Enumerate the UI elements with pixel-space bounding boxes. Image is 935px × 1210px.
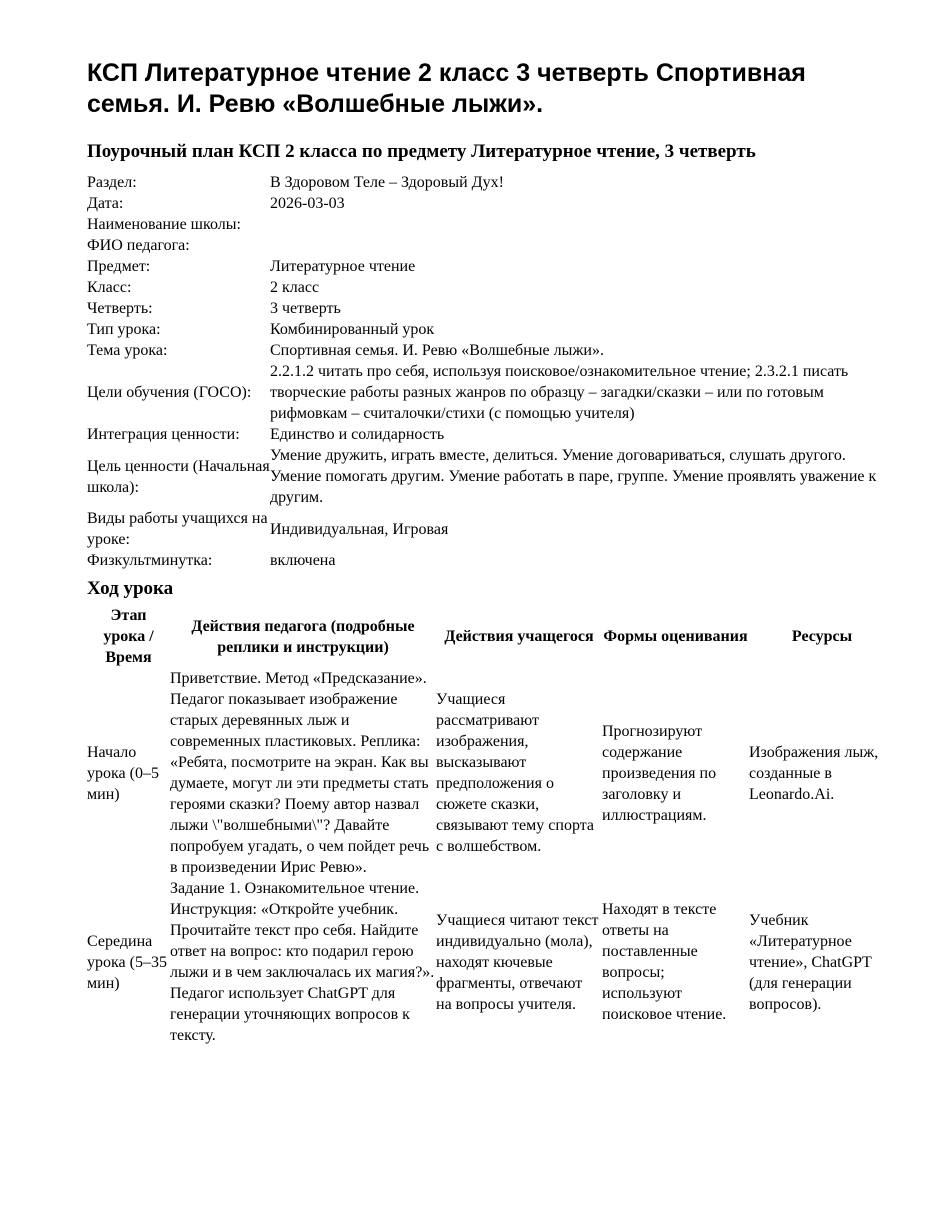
info-key: Наименование школы: — [87, 216, 241, 233]
info-value: Индивидуальная, Игровая — [270, 520, 449, 538]
column-header-student-actions: Действия учащегося — [444, 628, 594, 645]
column-header-resources: Ресурсы — [791, 628, 853, 645]
info-key: Виды работы учащихся на уроке: — [87, 510, 268, 548]
column-header-stage: Этап урока / Время — [103, 607, 154, 666]
info-key: Раздел: — [87, 174, 137, 191]
lesson-flow-heading: Ход урока — [87, 578, 174, 599]
table-row — [87, 668, 895, 878]
info-row-value-goal — [87, 445, 895, 508]
info-key: Цели обучения (ГОСО): — [87, 384, 252, 401]
cell-stage: Середина урока (5–35 мин) — [87, 932, 167, 992]
cell-student-actions: Учащиеся рассматривают изображения, высказывают предположения о сюжете сказки, связывают тему спорта с волшебством. — [436, 691, 595, 855]
cell-resources: Изображения лыж, созданные в Leonardo.Ai. — [749, 743, 879, 803]
info-key: Класс: — [87, 279, 132, 296]
info-key: Предмет: — [87, 258, 151, 275]
lesson-info-table — [87, 172, 895, 571]
info-value: Комбинированный урок — [270, 321, 435, 338]
info-value: 3 четверть — [270, 300, 341, 317]
info-value: 2026-03-03 — [270, 195, 345, 212]
info-key: Тип урока: — [87, 321, 161, 338]
info-row-teacher — [87, 235, 895, 256]
cell-assessment: Находят в тексте ответы на поставленные вопросы; используют поисковое чтение. — [602, 901, 727, 1023]
lesson-flow-table — [87, 605, 895, 1046]
lesson-table-header-row — [87, 605, 895, 668]
info-key: Интеграция ценности: — [87, 426, 240, 443]
info-key: Дата: — [87, 195, 124, 212]
document-title: КСП Литературное чтение 2 класс 3 четверть Спортивная семья. И. Ревю «Волшебные лыжи». — [87, 59, 806, 118]
document-page — [87, 58, 895, 1046]
info-value — [270, 214, 895, 235]
cell-resources: Учебник «Литературное чтение», ChatGPT (для генерации вопросов). — [749, 911, 872, 1013]
info-value: Умение дружить, играть вместе, делиться. Умение договариваться, слушать другого. Умение помогать другим. Умение работать в паре, группе. Умение проявлять уважение к другим. — [270, 447, 877, 506]
info-row-section — [87, 172, 895, 193]
info-row-date — [87, 193, 895, 214]
column-header-teacher-actions: Действия педагога (подробные реплики и инструкции) — [191, 617, 415, 656]
info-row-topic — [87, 340, 895, 361]
info-row-value-integration — [87, 424, 895, 445]
cell-teacher-actions: Приветствие. Метод «Предсказание». Педагог показывает изображение старых деревянных лыж и современных пластиковых. Реплика: «Ребята, посмотрите на экран. Как вы думаете, могут ли эти предметы стать героями сказки? Поему автор назвал лыжи \"волшебными\"? Давайте попробуем угадать, о чем пойдет речь в произведении Ирис Ревю». — [170, 670, 430, 876]
info-value: 2 класс — [270, 279, 320, 296]
cell-assessment: Прогнозируют содержание произведения по заголовку и иллюстрациям. — [602, 722, 717, 824]
info-value: Единство и солидарность — [270, 426, 445, 443]
column-header-assessment: Формы оценивания — [603, 628, 748, 645]
info-value: 2.2.1.2 читать про себя, используя поисковое/ознакомительное чтение; 2.3.2.1 писать творческие работы разных жанров по образцу – загадки/сказки – или по готовым рифмовкам – считалочки/стихи (с помощью учителя) — [270, 363, 849, 422]
info-value: Литературное чтение — [270, 258, 416, 275]
info-row-goals — [87, 361, 895, 424]
cell-student-actions: Учащиеся читают текст индивидуально (мола), находят кючевые фрагменты, отвечают на вопросы учителя. — [436, 911, 599, 1013]
info-row-quarter — [87, 298, 895, 319]
info-value — [270, 235, 895, 256]
info-key: ФИО педагога: — [87, 237, 190, 254]
info-key: Физкультминутка: — [87, 552, 213, 569]
info-value: В Здоровом Теле – Здоровый Дух! — [270, 174, 504, 191]
info-row-lesson-type — [87, 319, 895, 340]
info-value: включена — [270, 552, 336, 569]
info-key: Тема урока: — [87, 342, 168, 359]
info-row-exercise-break — [87, 550, 895, 571]
info-row-work-types — [87, 508, 895, 550]
info-row-school — [87, 214, 895, 235]
info-row-grade — [87, 277, 895, 298]
table-row — [87, 878, 895, 1046]
plan-subtitle: Поурочный план КСП 2 класса по предмету Литературное чтение, 3 четверть — [87, 141, 756, 162]
info-row-subject — [87, 256, 895, 277]
info-key: Цель ценности (Начальная школа): — [87, 457, 270, 496]
cell-teacher-actions: Задание 1. Ознакомительное чтение. Инструкция: «Откройте учебник. Прочитайте текст про себя. Найдите ответ на вопрос: кто подарил герою лыжи и в чем заключалась их магия?». Педагог использует ChatGPT для генерации уточняющих вопросов к тексту. — [170, 880, 435, 1044]
info-key: Четверть: — [87, 300, 153, 317]
info-value: Спортивная семья. И. Ревю «Волшебные лыжи». — [270, 342, 604, 359]
cell-stage: Начало урока (0–5 мин) — [87, 743, 159, 803]
